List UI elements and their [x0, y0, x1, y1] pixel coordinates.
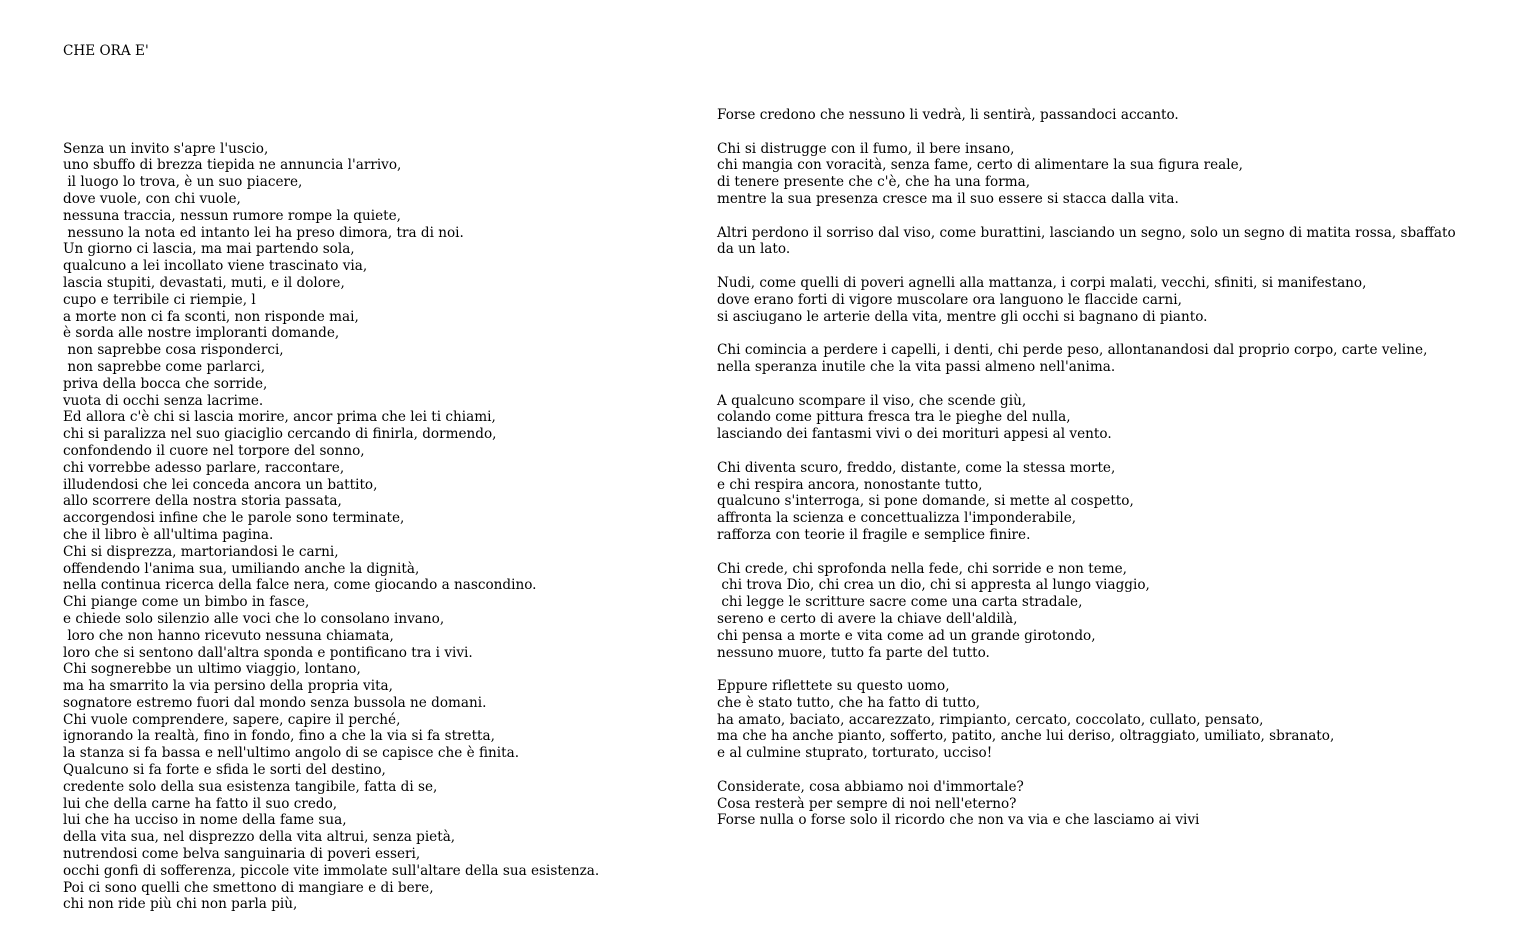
poem-line: affronta la scienza e concettualizza l'imponderabile,	[717, 510, 1077, 527]
poem-line: offendendo l'anima sua, umiliando anche la dignità,	[63, 560, 420, 577]
poem-line: da un lato.	[717, 241, 791, 258]
poem-line: lui che della carne ha fatto il suo credo,	[63, 795, 338, 812]
poem-line: ha amato, baciato, accarezzato, rimpianto, cercato, coccolato, cullato, pensato,	[717, 711, 1264, 728]
stanza-break	[717, 376, 1517, 393]
poem-line: Senza un invito s'apre l'uscio,	[63, 140, 269, 157]
poem-line: non saprebbe come parlarci,	[63, 358, 266, 375]
poem-left-lines	[63, 141, 683, 914]
poem-line: nessuna traccia, nessun rumore rompe la quiete,	[63, 207, 401, 224]
poem-line: ma che ha anche pianto, sofferto, patito, anche lui deriso, oltraggiato, umiliato, sbranato,	[717, 728, 1335, 745]
poem-line: Chi si disprezza, martoriandosi le carni,	[63, 543, 339, 560]
poem-line: A qualcuno scompare il viso, che scende giù,	[717, 392, 1027, 409]
poem-line: Chi comincia a perdere i capelli, i denti, chi perde peso, allontanandosi dal proprio corpo, carte veline,	[717, 342, 1428, 359]
poem-line: uno sbuffo di brezza tiepida ne annuncia l'arrivo,	[63, 157, 402, 174]
poem-line: chi si paralizza nel suo giaciglio cercando di finirla, dormendo,	[63, 426, 497, 443]
poem-line: accorgendosi infine che le parole sono terminate,	[63, 510, 405, 527]
poem-line: Eppure riflettete su questo uomo,	[717, 678, 950, 695]
poem-line: mentre la sua presenza cresce ma il suo essere si stacca dalla vita.	[717, 190, 1179, 207]
poem-line: chi vorrebbe adesso parlare, raccontare,	[63, 459, 345, 476]
poem-line: dove vuole, con chi vuole,	[63, 190, 241, 207]
poem-line: lui che ha ucciso in nome della fame sua,	[63, 812, 347, 829]
poem-line: non saprebbe cosa risponderci,	[63, 342, 284, 359]
stanza-break	[717, 208, 1517, 225]
poem-line: nella speranza inutile che la vita passi almeno nell'anima.	[717, 358, 1116, 375]
poem-line: Nudi, come quelli di poveri agnelli alla mattanza, i corpi malati, vecchi, sfiniti, si manifestano,	[717, 274, 1367, 291]
poem-line: dove erano forti di vigore muscolare ora languono le flaccide carni,	[717, 291, 1182, 308]
poem-line: che è stato tutto, che ha fatto di tutto,	[717, 694, 981, 711]
poem-line: Un giorno ci lascia, ma mai partendo sola,	[63, 241, 355, 258]
poem-line: qualcuno a lei incollato viene trascinato via,	[63, 258, 368, 275]
stanza-break	[717, 762, 1517, 779]
stanza-break	[63, 92, 683, 109]
poem-line: Forse credono che nessuno li vedrà, li sentirà, passandoci accanto.	[717, 107, 1179, 123]
poem-line: illudendosi che lei conceda ancora un battito,	[63, 476, 378, 493]
poem-line: si asciugano le arterie della vita, mentre gli occhi si bagnano di pianto.	[717, 308, 1208, 325]
poem-line: lasciando dei fantasmi vivi o dei morituri appesi al vento.	[717, 426, 1112, 443]
poem-line: e al culmine stuprato, torturato, ucciso!	[717, 745, 993, 762]
poem-line: nella continua ricerca della falce nera, come giocando a nascondino.	[63, 577, 537, 594]
poem-line: lascia stupiti, devastati, muti, e il dolore,	[63, 274, 345, 291]
poem-line: chi trova Dio, chi crea un dio, chi si appresta al lungo viaggio,	[717, 577, 1150, 594]
stanza-break	[717, 661, 1517, 678]
poem-line: sereno e certo di avere la chiave dell'aldilà,	[717, 610, 1018, 627]
poem-line: chi legge le scritture sacre come una carta stradale,	[717, 594, 1083, 611]
poem-line: priva della bocca che sorride,	[63, 375, 268, 392]
poem-line: Forse nulla o forse solo il ricordo che non va via e che lasciamo ai vivi	[717, 812, 1200, 829]
poem-line: Chi sognerebbe un ultimo viaggio, lontano,	[63, 661, 361, 678]
poem-line: nessuno muore, tutto fa parte del tutto.	[717, 644, 990, 661]
poem-line: chi non ride più chi non parla più,	[63, 896, 298, 913]
poem-line: Considerate, cosa abbiamo noi d'immortale?	[717, 778, 1024, 795]
poem-line: e chi respira ancora, nonostante tutto,	[717, 476, 983, 493]
poem-line: Poi ci sono quelli che smettono di mangiare e di bere,	[63, 879, 434, 896]
stanza-break	[717, 124, 1517, 141]
poem-line: rafforza con teorie il fragile e semplice finire.	[717, 526, 1031, 543]
poem-line: loro che si sentono dall'altra sponda e pontificano tra i vivi.	[63, 644, 473, 661]
poem-line: nessuno la nota ed intanto lei ha preso dimora, tra di noi.	[63, 224, 464, 241]
poem-line: chi pensa a morte e vita come ad un grande girotondo,	[717, 627, 1096, 644]
poem-line: loro che non hanno ricevuto nessuna chiamata,	[63, 627, 394, 644]
poem-line: cupo e terribile ci riempie, l	[63, 291, 256, 308]
poem-line: nutrendosi come belva sanguinaria di poveri esseri,	[63, 846, 421, 863]
poem-line: Chi crede, chi sprofonda nella fede, chi sorride e non teme,	[717, 560, 1128, 577]
poem-line: della vita sua, nel disprezzo della vita altrui, senza pietà,	[63, 829, 456, 846]
poem-line: allo scorrere della nostra storia passata,	[63, 493, 342, 510]
poem-line: a morte non ci fa sconti, non risponde mai,	[63, 308, 359, 325]
poem-line: colando come pittura fresca tra le pieghe del nulla,	[717, 409, 1071, 426]
poem-left-column	[63, 11, 683, 929]
poem-line: è sorda alle nostre imploranti domande,	[63, 325, 340, 342]
poem-line: chi mangia con voracità, senza fame, certo di alimentare la sua figura reale,	[717, 157, 1244, 174]
poem-line: che il libro è all'ultima pagina.	[63, 526, 274, 543]
poem-line: Chi piange come un bimbo in fasce,	[63, 594, 310, 611]
poem-line: confondendo il cuore nel torpore del sonno,	[63, 442, 365, 459]
poem-title: CHE ORA E'	[63, 43, 149, 59]
poem-right-lines	[717, 107, 1517, 829]
poem-line: e chiede solo silenzio alle voci che lo consolano invano,	[63, 610, 445, 627]
poem-line: sognatore estremo fuori dal mondo senza bussola ne domani.	[63, 694, 487, 711]
poem-line: Chi si distrugge con il fumo, il bere insano,	[717, 140, 1015, 157]
poem-line: occhi gonfi di sofferenza, piccole vite immolate sull'altare della sua esistenza.	[63, 862, 600, 879]
poem-line: Cosa resterà per sempre di noi nell'eterno?	[717, 795, 1017, 812]
poem-line: la stanza si fa bassa e nell'ultimo angolo di se capisce che è finita.	[63, 745, 520, 762]
poem-line: il luogo lo trova, è un suo piacere,	[63, 174, 303, 191]
poem-line: Ed allora c'è chi si lascia morire, ancor prima che lei ti chiami,	[63, 409, 496, 426]
poem-line: di tenere presente che c'è, che ha una forma,	[717, 174, 1031, 191]
stanza-break	[717, 544, 1517, 561]
poem-line: ma ha smarrito la via persino della propria vita,	[63, 678, 393, 695]
poem-line: credente solo della sua esistenza tangibile, fatta di se,	[63, 778, 438, 795]
poem-line: Altri perdono il sorriso dal viso, come burattini, lasciando un segno, solo un segno di matita rossa, sbaffato	[717, 224, 1456, 241]
poem-line: ignorando la realtà, fino in fondo, fino a che la via si fa stretta,	[63, 728, 495, 745]
stanza-break	[717, 258, 1517, 275]
stanza-break	[717, 325, 1517, 342]
poem-line: qualcuno s'interroga, si pone domande, si mette al cospetto,	[717, 493, 1134, 510]
stanza-break	[717, 443, 1517, 460]
poem-line: Qualcuno si fa forte e sfida le sorti del destino,	[63, 762, 386, 779]
poem-line: Chi vuole comprendere, sapere, capire il perché,	[63, 711, 401, 728]
poem-line: Chi diventa scuro, freddo, distante, come la stessa morte,	[717, 459, 1116, 476]
poem-right-column	[717, 75, 1517, 845]
poem-line: vuota di occhi senza lacrime.	[63, 392, 264, 409]
